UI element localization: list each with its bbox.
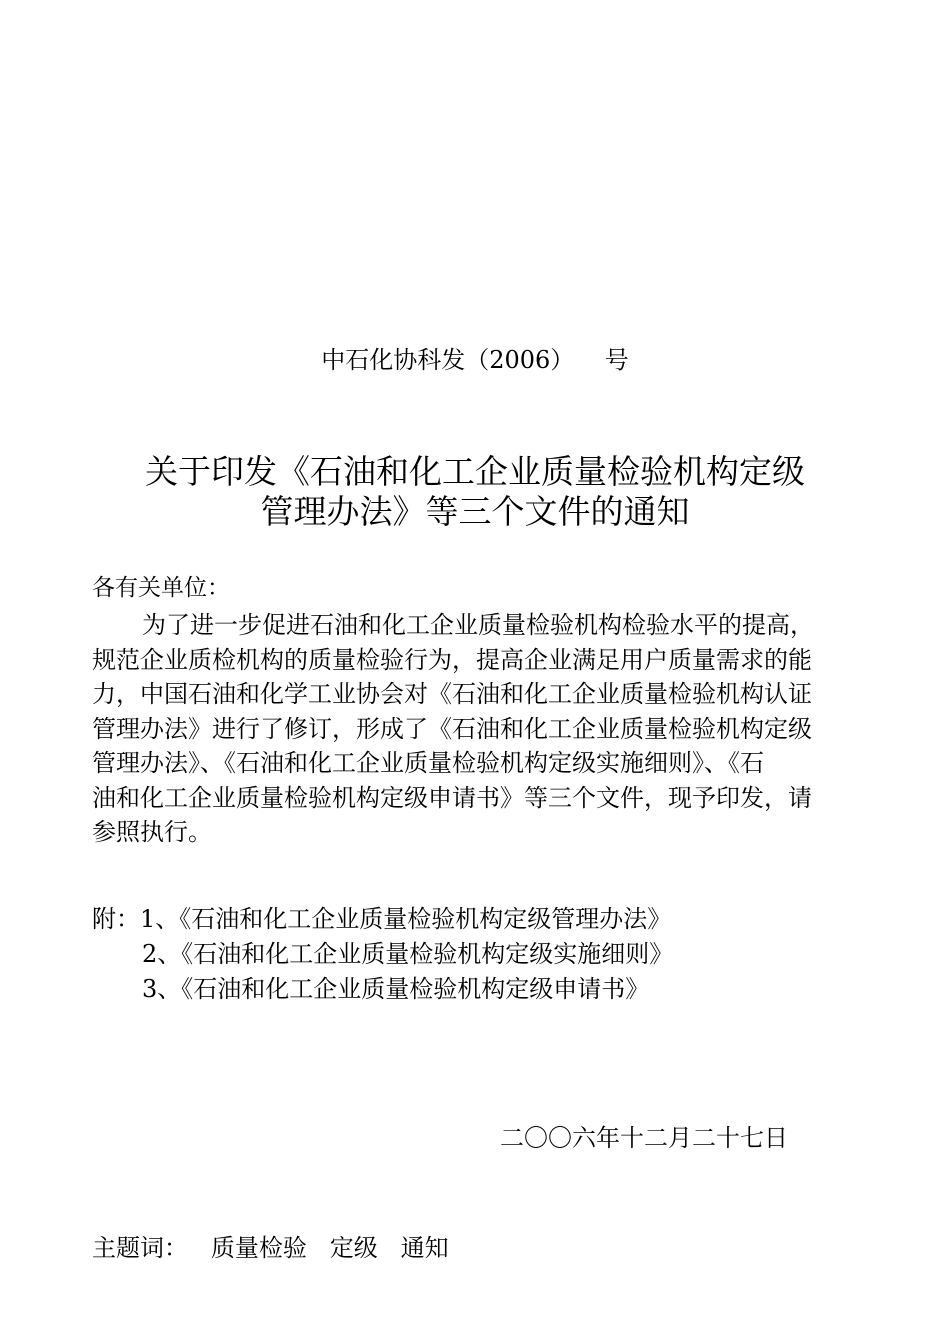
title-line-1: 关于印发《石油和化工企业质量检验机构定级 [145,452,805,491]
document-date: 二〇〇六年十二月二十七日 [500,1124,788,1152]
attachments-list [92,902,673,1007]
attachment-item: 2、《石油和化工企业质量检验机构定级实施细则》 [142,940,674,968]
attachment-item [92,902,673,937]
title-line-2: 管理办法》等三个文件的通知 [260,492,690,531]
keywords-label: 主题词： [92,1234,188,1262]
salutation: 各有关单位： [92,575,230,601]
attachment-item: 3、《石油和化工企业质量检验机构定级申请书》 [142,975,650,1003]
body-line: 参照执行。 [92,818,212,846]
body-line: 为了进一步促进石油和化工企业质量检验机构检验水平的提高， [142,611,814,639]
document-title [0,452,950,532]
body-line: 管理办法》进行了修订，形成了《石油和化工企业质量检验机构定级 [92,714,812,743]
body-line: 管理办法》、《石油和化工企业质量检验机构定级实施细则》、《石 [92,749,764,777]
keywords-values: 质量检验 定级 通知 [188,1234,449,1262]
attachments-label: 附： [92,905,140,933]
attachment-item-text: 1、《石油和化工企业质量检验机构定级管理办法》 [140,905,672,933]
body-paragraph [92,608,858,850]
body-line: 油和化工企业质量检验机构定级申请书》等三个文件，现予印发，请 [92,783,812,812]
keywords-line [92,1232,449,1264]
document-number: 中石化协科发（2006） 号 [321,346,629,374]
body-line: 规范企业质检机构的质量检验行为，提高企业满足用户质量需求的能 [92,645,812,674]
body-line: 力，中国石油和化学工业协会对《石油和化工企业质量检验机构认证 [92,680,812,708]
